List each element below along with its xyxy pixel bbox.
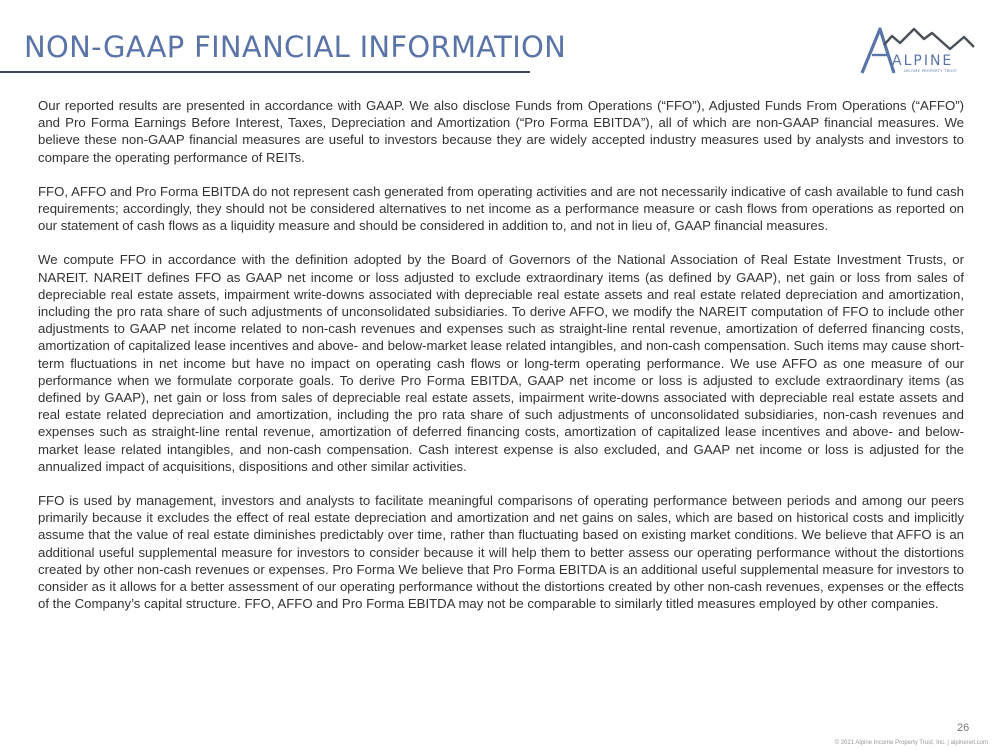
company-logo — [858, 23, 976, 77]
body-text — [38, 97, 964, 629]
paragraph-4: FFO is used by management, investors and analysts to facilitate meaningful comparisons of operating performance between periods and among our peers primarily because it excludes the effect of real estate depreciation and amortization and net gains on sales, which are based on historical costs and implicitly assume that the value of real estate diminishes predictably over time, rather than fluctuating based on existing market conditions. We believe that AFFO is an additional useful supplemental measure for investors to consider because it will help them to better assess our operating performance without the distortions created by other non-cash revenues or expenses. Pro Forma We believe that Pro Forma EBITDA is an additional useful supplemental measure for investors to consider as it allows for a better assessment of our operating performance without the distortions created by other non-cash revenues, expenses or the effects of the Company’s capital structure. FFO, AFFO and Pro Forma EBITDA may not be comparable to similarly titled measures employed by other companies. — [38, 493, 964, 612]
footer-copyright: © 2021 Alpine Income Property Trust, Inc. | alpinereit.com — [834, 740, 988, 746]
logo-wordmark: ALPINE — [892, 53, 954, 69]
paragraph-2: FFO, AFFO and Pro Forma EBITDA do not represent cash generated from operating activities and are not necessarily indicative of cash available to fund cash requirements; accordingly, they should not be considered alternatives to net income as a performance measure or cash flows from operations as reported on our statement of cash flows as a liquidity measure and should be considered in addition to, and not in lieu of, GAAP financial measures. — [38, 183, 964, 234]
page-title: NON-GAAP FINANCIAL INFORMATION — [24, 30, 567, 64]
paragraph-3: We compute FFO in accordance with the definition adopted by the Board of Governors of the National Association of Real Estate Investment Trusts, or NAREIT. NAREIT defines FFO as GAAP net income or loss adjusted to exclude extraordinary items (as defined by GAAP), net gain or loss from sales of depreciable real estate assets, impairment write-downs associated with depreciable real estate assets and real estate related depreciation and amortization, including the pro rata share of such adjustments of unconsolidated subsidiaries. To derive AFFO, we modify the NAREIT computation of FFO to include other adjustments to GAAP net income related to non-cash revenues and expenses such as straight-line rental revenue, amortization of deferred financing costs, amortization of capitalized lease incentives and above- and below-market lease related intangibles, and non-cash compensation. Such items may cause short-term fluctuations in net income but have no impact on operating cash flows or long-term operating performance. We use AFFO as one measure of our performance when we formulate corporate goals. To derive Pro Forma EBITDA, GAAP net income or loss is adjusted to exclude extraordinary items (as defined by GAAP), net gain or loss from sales of depreciable real estate assets, impairment write-downs associated with depreciable real estate assets and real estate related depreciation and amortization, including the pro rata share of such adjustments of unconsolidated subsidiaries, non-cash revenues and expenses such as straight-line rental revenue, amortization of deferred financing costs, amortization of capitalized lease incentives and above- and below-market lease related intangibles, and non-cash compensation. Cash interest expense is also excluded, and GAAP net income or loss is adjusted for the annualized impact of acquisitions, dispositions and other similar activities. — [38, 252, 964, 474]
page-number: 26 — [957, 722, 970, 734]
title-underline — [0, 71, 530, 73]
logo-subtitle: INCOME PROPERTY TRUST — [904, 69, 958, 73]
paragraph-1: Our reported results are presented in accordance with GAAP. We also disclose Funds from Operations (“FFO”), Adjusted Funds From Operations (“AFFO”) and Pro Forma Earnings Before Interest, Taxes, Depreciation and Amortization (“Pro Forma EBITDA”), all of which are non-GAAP financial measures. We believe these non-GAAP financial measures are useful to investors because they are widely accepted industry measures used by analysts and investors to compare the operating performance of REITs. — [38, 98, 964, 165]
